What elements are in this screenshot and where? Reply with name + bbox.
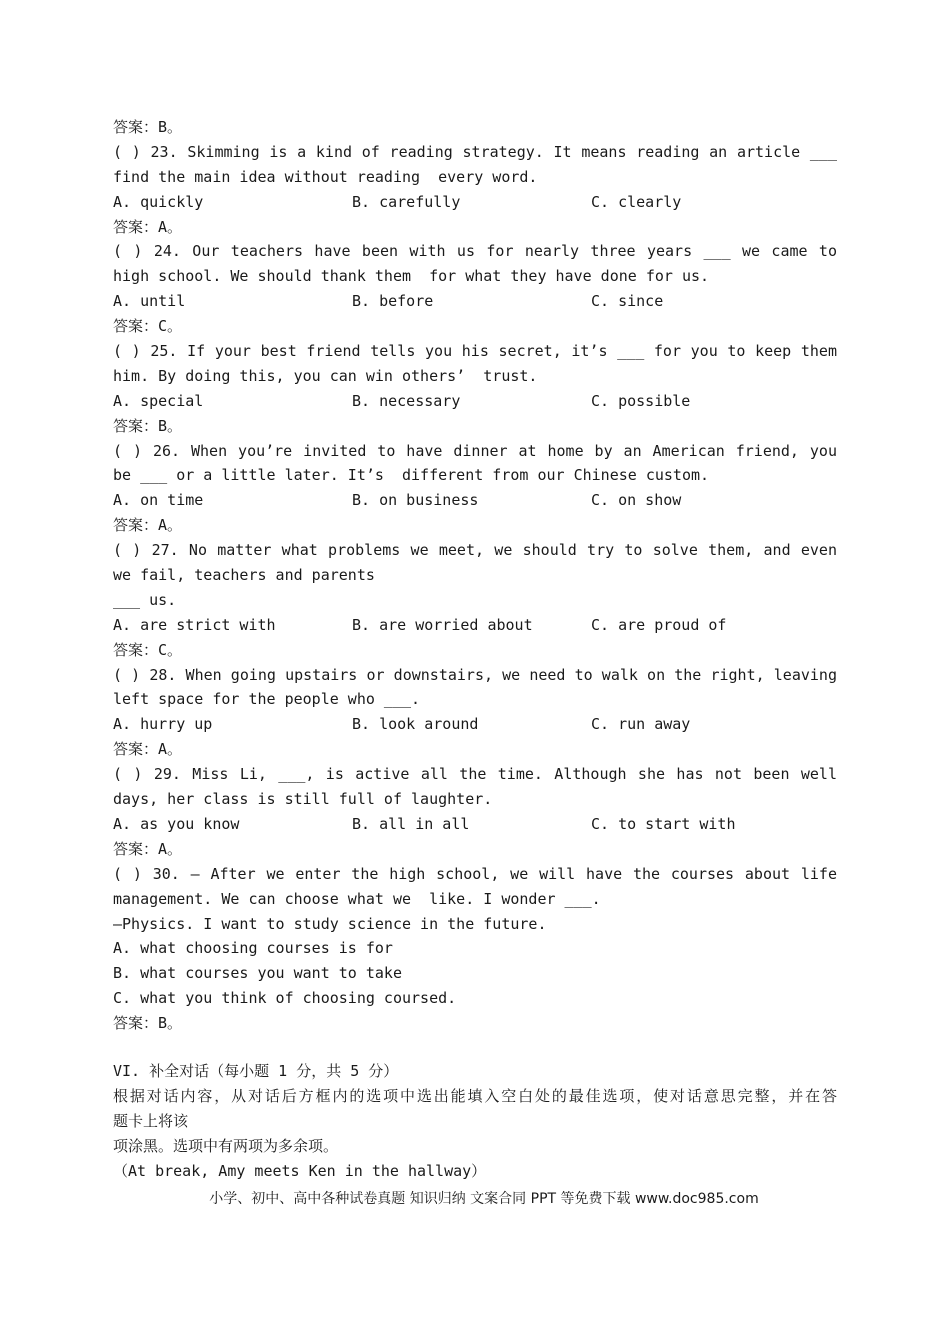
instruction-line: 项涂黑。选项中有两项为多余项。: [113, 1136, 339, 1155]
question-line: be ___ or a little later. It’s different from our Chinese custom.: [113, 466, 710, 485]
option-b: B. carefully: [352, 192, 461, 211]
answer: 答案：B。: [113, 416, 183, 435]
question-27: [113, 538, 837, 662]
options-row: [113, 289, 837, 314]
option-a: A. special: [113, 391, 204, 410]
answer: 答案：A。: [113, 740, 183, 759]
option-c: C. clearly: [591, 192, 682, 211]
option-b: B. are worried about: [352, 615, 533, 634]
q22-answer: 答案：B。: [113, 118, 183, 136]
options-row: [113, 190, 837, 215]
option-a: A. as you know: [113, 814, 240, 833]
option-c: C. possible: [591, 391, 691, 410]
question-line: left space for the people who ___.: [113, 690, 421, 709]
option-c: C. are proud of: [591, 615, 727, 634]
option-b: B. all in all: [352, 814, 470, 833]
answer: 答案：B。: [113, 1014, 183, 1033]
option-a: A. on time: [113, 491, 204, 510]
question-line: ( ) 27. No matter what problems we meet, we should try to solve them, and even: [113, 541, 837, 560]
option-c: C. what you think of choosing coursed.: [113, 989, 457, 1008]
question-line: —Physics. I want to study science in the future.: [113, 914, 547, 933]
question-line: ( ) 28. When going upstairs or downstairs, we need to walk on the right, leaving: [113, 665, 837, 684]
question-30: [113, 862, 837, 1036]
options-row: [113, 812, 837, 837]
options-row: [113, 712, 837, 737]
exam-page: [113, 115, 837, 1183]
answer: 答案：C。: [113, 317, 183, 336]
answer: 答案：A。: [113, 839, 183, 858]
question-24: [113, 239, 837, 339]
question-line: high school. We should thank them for what they have done for us.: [113, 267, 710, 286]
instruction-line: 根据对话内容，从对话后方框内的选项中选出能填入空白处的最佳选项，使对话意思完整，并在答: [113, 1086, 837, 1105]
question-line: ( ) 25. If your best friend tells you his secret, it’s ___ for you to keep them: [113, 342, 837, 361]
question-line: management. We can choose what we like. I wonder ___.: [113, 889, 601, 908]
option-b: B. necessary: [352, 391, 461, 410]
options-row: [113, 613, 837, 638]
option-b: B. what courses you want to take: [113, 964, 402, 983]
question-25: [113, 339, 837, 439]
question-28: [113, 663, 837, 763]
options-row: [113, 389, 837, 414]
question-29: [113, 762, 837, 862]
scene-note: （At break, Amy meets Ken in the hallway）: [113, 1161, 487, 1180]
option-c: C. run away: [591, 715, 691, 734]
option-a: A. hurry up: [113, 715, 213, 734]
answer: 答案：A。: [113, 217, 183, 236]
option-b: B. look around: [352, 715, 479, 734]
question-line: find the main idea without reading every word.: [113, 167, 538, 186]
question-line: ___ us.: [113, 590, 177, 609]
question-line: ( ) 26. When you’re invited to have dinner at home by an American friend, you: [113, 441, 837, 460]
question-line: days, her class is still full of laughter.: [113, 790, 493, 809]
option-c: C. on show: [591, 491, 682, 510]
question-line: him. By doing this, you can win others’ trust.: [113, 366, 538, 385]
question-line: ( ) 30. — After we enter the high school, we will have the courses about life: [113, 864, 837, 883]
option-a: A. are strict with: [113, 615, 276, 634]
section-heading: VI. 补全对话（每小题 1 分，共 5 分）: [113, 1061, 399, 1080]
question-line: ( ) 24. Our teachers have been with us for nearly three years ___ we came to: [113, 242, 837, 261]
option-b: B. before: [352, 292, 434, 311]
instruction-line: 题卡上将该: [113, 1111, 189, 1130]
option-c: C. since: [591, 292, 664, 311]
options-row: [113, 488, 837, 513]
option-a: A. until: [113, 292, 186, 311]
page-footer: 小学、初中、高中各种试卷真题 知识归纳 文案合同 PPT 等免费下载 www.doc985.com: [209, 1191, 759, 1207]
question-26: [113, 439, 837, 539]
answer: 答案：C。: [113, 640, 183, 659]
option-b: B. on business: [352, 491, 479, 510]
option-a: A. quickly: [113, 192, 204, 211]
option-a: A. what choosing courses is for: [113, 939, 393, 958]
answer: 答案：A。: [113, 516, 183, 535]
question-line: ( ) 29. Miss Li, ___, is active all the time. Although she has not been well: [113, 765, 837, 784]
question-23: [113, 140, 837, 240]
option-c: C. to start with: [591, 814, 736, 833]
question-line: ( ) 23. Skimming is a kind of reading strategy. It means reading an article ___: [113, 142, 837, 161]
question-line: we fail, teachers and parents: [113, 566, 375, 585]
section-vi: [113, 1059, 837, 1183]
